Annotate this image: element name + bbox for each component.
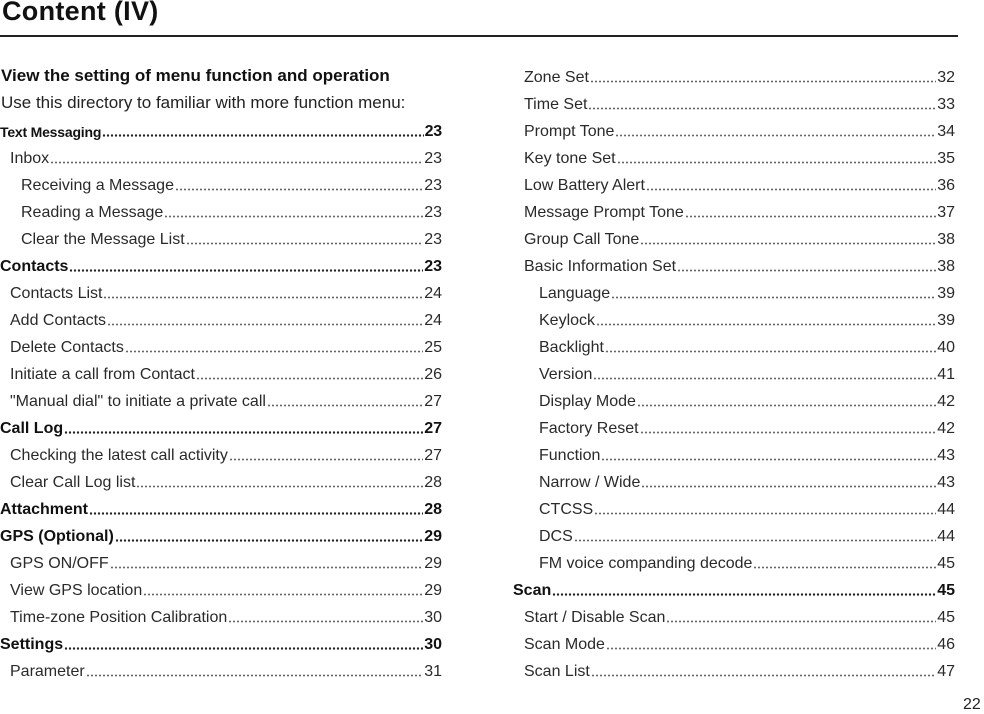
toc-entry-page: 26 — [424, 365, 442, 383]
toc-entry-label: Settings — [0, 635, 64, 653]
dot-leader — [588, 105, 936, 113]
toc-entry-label: Reading a Message — [21, 203, 164, 221]
toc-entry-page: 23 — [424, 203, 442, 221]
toc-entry — [513, 334, 955, 361]
toc-entry-page: 43 — [937, 473, 955, 491]
toc-entry — [0, 496, 442, 523]
toc-entry-page: 30 — [424, 608, 442, 626]
dot-leader — [89, 510, 423, 518]
dot-leader — [574, 537, 936, 545]
toc-entry-page: 24 — [424, 311, 442, 329]
dot-leader — [615, 132, 936, 140]
dot-leader — [596, 321, 936, 329]
toc-entry-label: Backlight — [539, 338, 604, 356]
dot-leader — [677, 267, 936, 275]
toc-entry — [513, 199, 955, 226]
toc-entry-page: 32 — [937, 68, 955, 86]
dot-leader — [611, 294, 936, 302]
toc-entry-label: Call Log — [0, 419, 64, 437]
toc-entry — [0, 118, 442, 145]
toc-entry-page: 44 — [937, 527, 955, 545]
toc-entry-page: 37 — [937, 203, 955, 221]
toc-entry-label: Prompt Tone — [524, 122, 615, 140]
dot-leader — [267, 402, 423, 410]
toc-entry — [513, 469, 955, 496]
toc-entry-page: 25 — [424, 338, 442, 356]
section-heading: View the setting of menu function and operation — [1, 66, 390, 85]
toc-entry — [0, 388, 442, 415]
toc-entry — [513, 388, 955, 415]
toc-entry — [0, 361, 442, 388]
dot-leader — [552, 591, 936, 599]
toc-entry — [513, 577, 955, 604]
dot-leader — [685, 213, 936, 221]
toc-entry-page: 35 — [937, 149, 955, 167]
title-divider — [0, 35, 958, 37]
toc-entry-page: 38 — [937, 257, 955, 275]
toc-entry-page: 45 — [937, 581, 955, 599]
toc-entry-label: Scan Mode — [524, 635, 605, 653]
toc-entry — [513, 172, 955, 199]
toc-entry — [0, 550, 442, 577]
toc-entry — [0, 226, 442, 253]
toc-entry-label: Time-zone Position Calibration — [10, 608, 228, 626]
toc-entry-label: Clear Call Log list — [10, 473, 136, 491]
toc-entry-label: Zone Set — [524, 68, 589, 86]
toc-entry-page: 27 — [424, 446, 442, 464]
toc-entry-label: Delete Contacts — [10, 338, 124, 356]
toc-entry-page: 45 — [937, 554, 955, 572]
toc-entry-label: GPS ON/OFF — [10, 554, 109, 572]
toc-entry-label: Keylock — [539, 311, 596, 329]
toc-entry-page: 45 — [937, 608, 955, 626]
dot-leader — [590, 78, 936, 86]
dot-leader — [64, 429, 423, 437]
dot-leader — [617, 159, 937, 167]
toc-entry-page: 23 — [424, 149, 442, 167]
toc-entry-label: DCS — [539, 527, 573, 545]
toc-entry-label: Initiate a call from Contact — [10, 365, 195, 383]
dot-leader — [86, 672, 424, 680]
dot-leader — [641, 483, 936, 491]
toc-entry — [0, 523, 442, 550]
toc-entry-page: 34 — [937, 122, 955, 140]
dot-leader — [103, 294, 423, 302]
toc-entry — [513, 118, 955, 145]
toc-entry — [513, 604, 955, 631]
toc-entry-page: 42 — [937, 392, 955, 410]
toc-entry — [0, 577, 442, 604]
toc-entry-page: 33 — [937, 95, 955, 113]
toc-entry-label: Key tone Set — [524, 149, 616, 167]
toc-entry — [513, 415, 955, 442]
toc-entry — [513, 64, 955, 91]
dot-leader — [164, 213, 423, 221]
toc-entry-label: Scan — [513, 581, 552, 599]
dot-leader — [143, 591, 423, 599]
dot-leader — [640, 429, 937, 437]
toc-entry-label: Text Messaging — [0, 123, 102, 140]
toc-entry-page: 44 — [937, 500, 955, 518]
toc-entry — [513, 442, 955, 469]
dot-leader — [753, 564, 936, 572]
toc-entry-page: 46 — [937, 635, 955, 653]
dot-leader — [666, 618, 936, 626]
dot-leader — [196, 375, 423, 383]
dot-leader — [69, 267, 423, 275]
toc-entry — [513, 631, 955, 658]
dot-leader — [186, 240, 424, 248]
toc-entry-label: Narrow / Wide — [539, 473, 641, 491]
toc-entry — [0, 415, 442, 442]
dot-leader — [637, 402, 936, 410]
page-number: 22 — [963, 696, 981, 713]
toc-entry — [513, 523, 955, 550]
toc-entry — [0, 631, 442, 658]
toc-entry — [0, 199, 442, 226]
toc-entry — [0, 253, 442, 280]
toc-entry-page: 27 — [424, 392, 442, 410]
dot-leader — [107, 321, 423, 329]
toc-entry-label: View GPS location — [10, 581, 143, 599]
toc-entry — [0, 280, 442, 307]
dot-leader — [605, 348, 936, 356]
toc-entry-label: GPS (Optional) — [0, 527, 114, 545]
toc-entry — [513, 496, 955, 523]
toc-entry-label: Language — [539, 284, 611, 302]
toc-entry-page: 29 — [424, 554, 442, 572]
toc-entry-label: Inbox — [10, 149, 50, 167]
toc-entry-page: 47 — [937, 662, 955, 680]
toc-entry-label: Message Prompt Tone — [524, 203, 684, 221]
toc-entry-label: Version — [539, 365, 593, 383]
toc-entry — [513, 280, 955, 307]
toc-entry-label: Basic Information Set — [524, 257, 677, 275]
toc-entry-page: 39 — [937, 311, 955, 329]
dot-leader — [110, 564, 424, 572]
toc-entry-page: 43 — [937, 446, 955, 464]
dot-leader — [102, 132, 423, 140]
toc-entry-label: Add Contacts — [10, 311, 107, 329]
toc-entry — [0, 469, 442, 496]
toc-entry — [513, 550, 955, 577]
dot-leader — [115, 537, 423, 545]
dot-leader — [640, 240, 936, 248]
toc-entry-label: Checking the latest call activity — [10, 446, 228, 464]
toc-right-column — [513, 64, 955, 685]
dot-leader — [229, 456, 423, 464]
toc-entry-page: 23 — [424, 257, 442, 275]
toc-entry-label: Start / Disable Scan — [524, 608, 666, 626]
dot-leader — [175, 186, 423, 194]
toc-entry — [513, 307, 955, 334]
toc-entry-label: Attachment — [0, 500, 89, 518]
dot-leader — [646, 186, 936, 194]
toc-entry-page: 23 — [424, 122, 442, 140]
toc-entry-label: "Manual dial" to initiate a private call — [10, 392, 266, 410]
toc-entry — [513, 226, 955, 253]
toc-entry-page: 31 — [424, 662, 442, 680]
toc-entry-page: 30 — [424, 635, 442, 653]
dot-leader — [593, 375, 936, 383]
toc-entry-label: Contacts List — [10, 284, 103, 302]
toc-entry-page: 29 — [424, 527, 442, 545]
toc-entry-label: Contacts — [0, 257, 69, 275]
toc-entry-page: 23 — [424, 230, 442, 248]
toc-entry-label: Parameter — [10, 662, 85, 680]
toc-entry — [513, 658, 955, 685]
toc-entry-label: FM voice companding decode — [539, 554, 753, 572]
dot-leader — [606, 645, 936, 653]
toc-entry — [0, 604, 442, 631]
toc-entry-label: Low Battery Alert — [524, 176, 645, 194]
toc-entry — [0, 145, 442, 172]
dot-leader — [136, 483, 423, 491]
toc-entry-label: Scan List — [524, 662, 590, 680]
toc-entry-page: 40 — [937, 338, 955, 356]
dot-leader — [228, 618, 423, 626]
toc-entry — [0, 334, 442, 361]
toc-entry-label: Receiving a Message — [21, 176, 174, 194]
toc-entry — [513, 253, 955, 280]
toc-entry-label: Group Call Tone — [524, 230, 640, 248]
toc-entry-label: Time Set — [524, 95, 588, 113]
toc-entry-label: Function — [539, 446, 601, 464]
toc-entry — [513, 91, 955, 118]
toc-entry-page: 23 — [424, 176, 442, 194]
toc-entry-label: Factory Reset — [539, 419, 639, 437]
toc-entry — [513, 145, 955, 172]
toc-entry-page: 42 — [937, 419, 955, 437]
toc-entry-page: 28 — [424, 500, 442, 518]
intro-text: Use this directory to familiar with more function menu: — [1, 93, 406, 112]
toc-entry — [0, 442, 442, 469]
dot-leader — [64, 645, 423, 653]
toc-entry-page: 28 — [424, 473, 442, 491]
toc-entry — [0, 172, 442, 199]
dot-leader — [601, 456, 936, 464]
dot-leader — [125, 348, 423, 356]
toc-entry-page: 38 — [937, 230, 955, 248]
toc-entry-label: CTCSS — [539, 500, 594, 518]
toc-left-column — [0, 118, 442, 685]
toc-entry-page: 36 — [937, 176, 955, 194]
dot-leader — [50, 159, 423, 167]
dot-leader — [591, 672, 936, 680]
toc-entry-page: 29 — [424, 581, 442, 599]
toc-entry-page: 24 — [424, 284, 442, 302]
toc-entry-page: 27 — [424, 419, 442, 437]
toc-entry-page: 41 — [937, 365, 955, 383]
page-title: Content (IV) — [2, 0, 159, 26]
toc-entry — [513, 361, 955, 388]
toc-entry-page: 39 — [937, 284, 955, 302]
toc-entry — [0, 307, 442, 334]
toc-entry-label: Clear the Message List — [21, 230, 185, 248]
dot-leader — [594, 510, 936, 518]
toc-entry-label: Display Mode — [539, 392, 636, 410]
toc-entry — [0, 658, 442, 685]
